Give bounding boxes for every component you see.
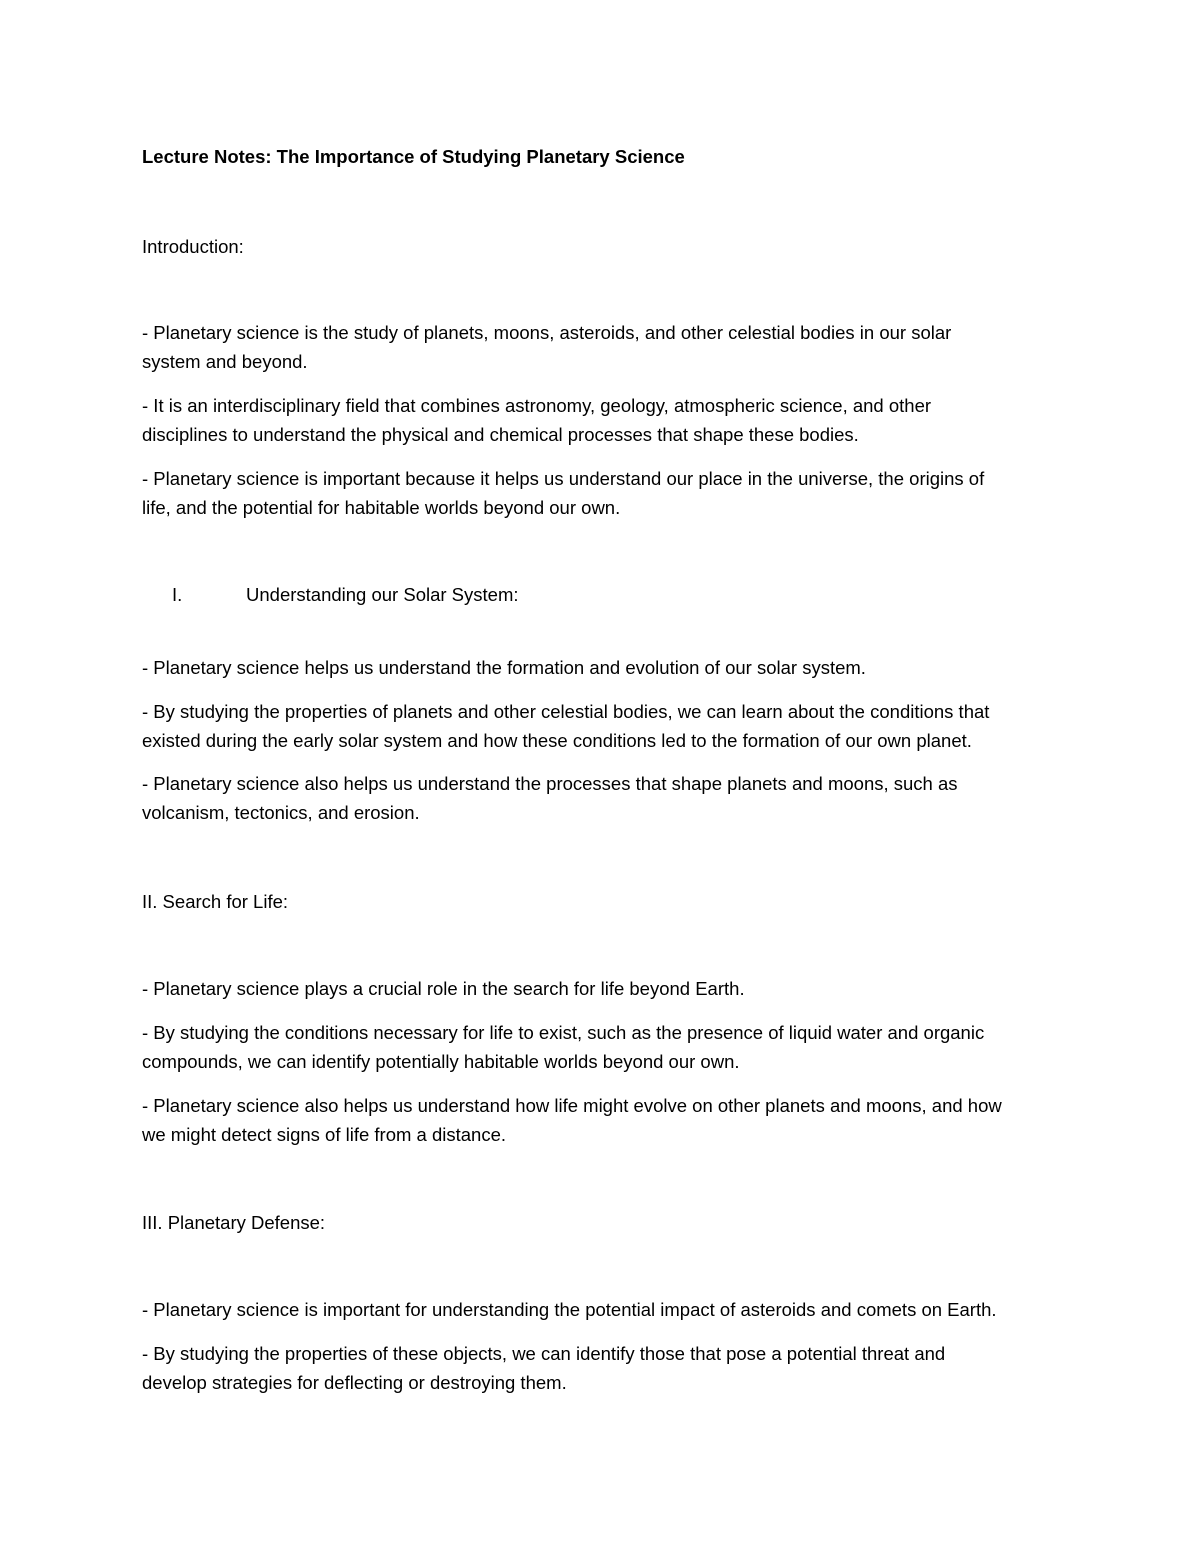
bullet-line: - Planetary science plays a crucial role in the search for life beyond Earth.: [142, 978, 745, 999]
introduction-heading: Introduction:: [142, 236, 244, 257]
section-3-heading: III. Planetary Defense:: [142, 1212, 326, 1233]
bullet-line: system and beyond.: [142, 351, 308, 372]
bullet-line: - Planetary science also helps us understand how life might evolve on other planets and moons, and how: [142, 1095, 1002, 1116]
bullet-line: - Planetary science is important because it helps us understand our place in the universe, the origins of: [142, 468, 985, 489]
bullet-line: disciplines to understand the physical and chemical processes that shape these bodies.: [142, 424, 859, 445]
bullet-line: develop strategies for deflecting or destroying them.: [142, 1372, 567, 1393]
bullet-line: - By studying the conditions necessary for life to exist, such as the presence of liquid water and organic: [142, 1022, 985, 1043]
bullet-line: we might detect signs of life from a distance.: [142, 1124, 507, 1145]
section-number: I.: [172, 584, 183, 605]
bullet-line: - Planetary science is the study of planets, moons, asteroids, and other celestial bodies in our solar: [142, 322, 952, 343]
bullet-line: - By studying the properties of planets and other celestial bodies, we can learn about the conditions that: [142, 701, 990, 722]
bullet-line: compounds, we can identify potentially habitable worlds beyond our own.: [142, 1051, 740, 1072]
bullet-line: existed during the early solar system and how these conditions led to the formation of our own planet.: [142, 730, 972, 751]
section-title: Understanding our Solar System:: [246, 584, 519, 605]
section-2-heading: II. Search for Life:: [142, 891, 289, 912]
bullet-line: - Planetary science helps us understand the formation and evolution of our solar system.: [142, 657, 866, 678]
bullet-line: volcanism, tectonics, and erosion.: [142, 802, 420, 823]
bullet-line: - Planetary science is important for understanding the potential impact of asteroids and comets on Earth.: [142, 1299, 997, 1320]
bullet-line: - It is an interdisciplinary field that combines astronomy, geology, atmospheric science, and other: [142, 395, 932, 416]
bullet-line: - Planetary science also helps us understand the processes that shape planets and moons, such as: [142, 773, 958, 794]
document-title: Lecture Notes: The Importance of Studying Planetary Science: [142, 146, 685, 167]
bullet-line: life, and the potential for habitable worlds beyond our own.: [142, 497, 621, 518]
bullet-line: - By studying the properties of these objects, we can identify those that pose a potential threat and: [142, 1343, 946, 1364]
